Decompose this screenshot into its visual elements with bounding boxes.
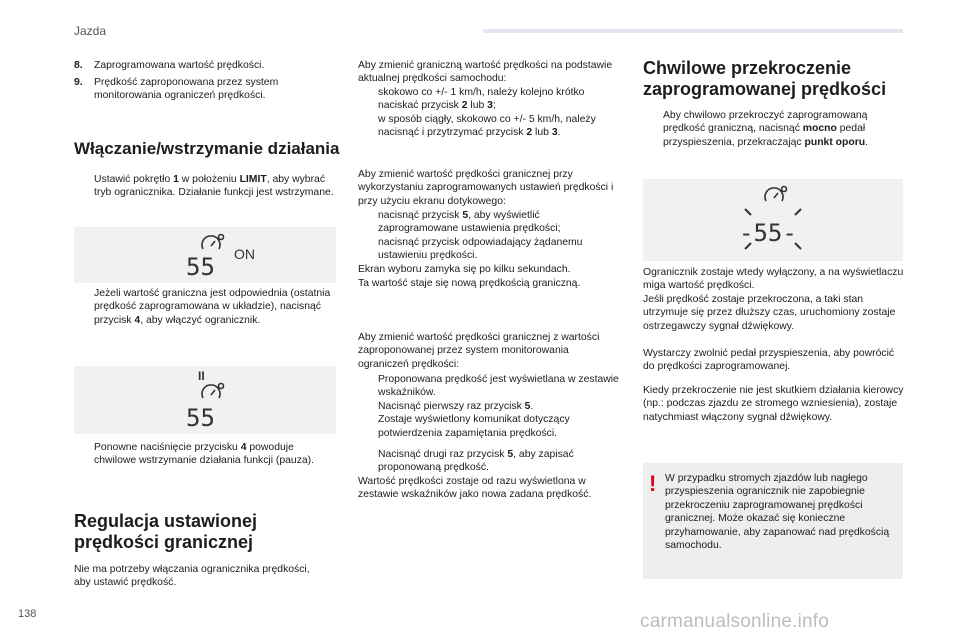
paragraph-no-need: Nie ma potrzeby włączania ogranicznika prędkości, aby ustawić prędkość. xyxy=(74,564,310,589)
s1-bullet-2: w sposób ciągły, skokowo co +/- 5 km/h, należy nacisnąć i przytrzymać przycisk 2 lub 3. xyxy=(378,114,596,139)
s3-bullet-2: Nacisnąć pierwszy raz przycisk 5. Zostaje wyświetlony komunikat dotyczący potwierdzenia zapamiętania prędkości. xyxy=(378,401,570,439)
bullet-activate: Jeżeli wartość graniczna jest odpowiednia (ostatnia prędkość zaprogramowana w układzie), nacisnąć przycisk 4, aby włączyć ogranicznik. xyxy=(94,288,331,326)
display-image-pause xyxy=(74,366,336,434)
speedometer-icon xyxy=(202,235,224,250)
s3-bullet-3: Nacisnąć drugi raz przycisk 5, aby zapisać proponowaną prędkość. xyxy=(378,449,574,474)
speed-value: 55 xyxy=(186,404,215,432)
s1-bullet-1: skokowo co +/- 1 km/h, należy kolejno krótko naciskać przycisk 2 lub 3; xyxy=(378,87,585,112)
display-image-on xyxy=(74,227,336,283)
speed-display-pause xyxy=(74,366,336,434)
paragraph-1: Ogranicznik zostaje wtedy wyłączony, a na wyświetlaczu miga wartość prędkości. xyxy=(643,267,904,292)
speed-display-exceed xyxy=(643,179,903,261)
s3-bullet-1: Proponowana prędkość jest wyświetlana w zestawie wskaźników. xyxy=(378,374,619,399)
paragraph-2: Jeśli prędkość zostaje przekroczona, a taki stan utrzymuje się przez dłuższy czas, uruchomiony zostaje ostrzegawczy sygnał dźwiękowy. xyxy=(643,294,896,332)
on-label: ON xyxy=(234,246,255,262)
s1-intro: Aby zmienić graniczną wartość prędkości na podstawie aktualnej prędkości samochodu: xyxy=(358,60,613,85)
list-item-9: 9. Prędkość zaproponowana przez system monitorowania ograniczeń prędkości. xyxy=(74,77,279,102)
bullet-pause: Ponowne naciśnięcie przycisku 4 powoduje chwilowe wstrzymanie działania funkcji (pauza). xyxy=(94,442,315,467)
s2-intro: Aby zmienić wartość prędkości granicznej przy wykorzystaniu zaprogramowanych ustawień prędkości i przy użyciu ekranu dotykowego: xyxy=(358,169,614,207)
speedometer-icon xyxy=(765,187,787,202)
paragraph-3: Wystarczy zwolnić pedał przyspieszenia, aby powrócić do prędkości zaprogramowanej. xyxy=(643,348,895,373)
heading-enable-pause: Włączanie/wstrzymanie działania xyxy=(74,139,340,158)
s2-bullet-1: nacisnąć przycisk 5, aby wyświetlić zaprogramowane ustawienia prędkości; xyxy=(378,210,561,235)
list-item-8: 8. Zaprogramowana wartość prędkości. xyxy=(74,60,265,71)
display-image-exceed xyxy=(643,179,903,261)
speed-value: 55 xyxy=(186,253,215,281)
warning-icon: ! xyxy=(649,471,657,496)
warning-text: W przypadku stromych zjazdów lub nagłego przyspieszenia ogranicznik nie zapobiegnie przekroczeniu zaprogramowanej prędkości granicznej. Może okazać się konieczne przyhamowanie, aby zapanować nad prędkością samochodu. xyxy=(665,473,890,552)
s2-text-1: Ekran wyboru zamyka się po kilku sekundach. xyxy=(358,264,571,275)
page-number: 138 xyxy=(18,608,37,620)
speed-value: -55- xyxy=(739,219,797,247)
section-title: Jazda xyxy=(74,24,107,38)
watermark: carmanualsonline.info xyxy=(640,611,830,632)
header-bar xyxy=(483,29,903,33)
s2-text-2: Ta wartość staje się nową prędkością graniczną. xyxy=(358,278,581,289)
heading-adjust-limit: Regulacja ustawionej prędkości granicznej xyxy=(74,511,258,552)
speedometer-icon xyxy=(202,384,224,399)
bullet-limit: Ustawić pokrętło 1 w położeniu LIMIT, aby wybrać tryb ogranicznika. Działanie funkcji jest wstrzymane. xyxy=(94,174,334,199)
warning-note xyxy=(643,463,903,579)
s3-intro: Aby zmienić wartość prędkości granicznej z wartości zaproponowanej przez system monitorowania ograniczeń prędkości: xyxy=(358,332,600,370)
s3-end: Wartość prędkości zostaje od razu wyświetlona w zestawie wskaźników jako nowa zadana prędkość. xyxy=(358,476,592,501)
bullet-exceed: Aby chwilowo przekroczyć zaprogramowaną prędkość graniczną, nacisnąć mocno pedał przyspieszenia, przekraczając punkt oporu. xyxy=(663,110,868,148)
speed-display-on xyxy=(74,227,336,283)
paragraph-4: Kiedy przekroczenie nie jest skutkiem działania kierowcy (np.: podczas zjazdu ze stromego wzniesienia), zostaje natychmiast włączony sygnał dźwiękowy. xyxy=(643,385,904,423)
s2-bullet-2: nacisnąć przycisk odpowiadający żądanemu ustawieniu prędkości. xyxy=(378,237,583,262)
heading-temporary-exceed: Chwilowe przekroczenie zaprogramowanej prędkości xyxy=(643,58,887,99)
pause-icon: II xyxy=(198,369,205,383)
